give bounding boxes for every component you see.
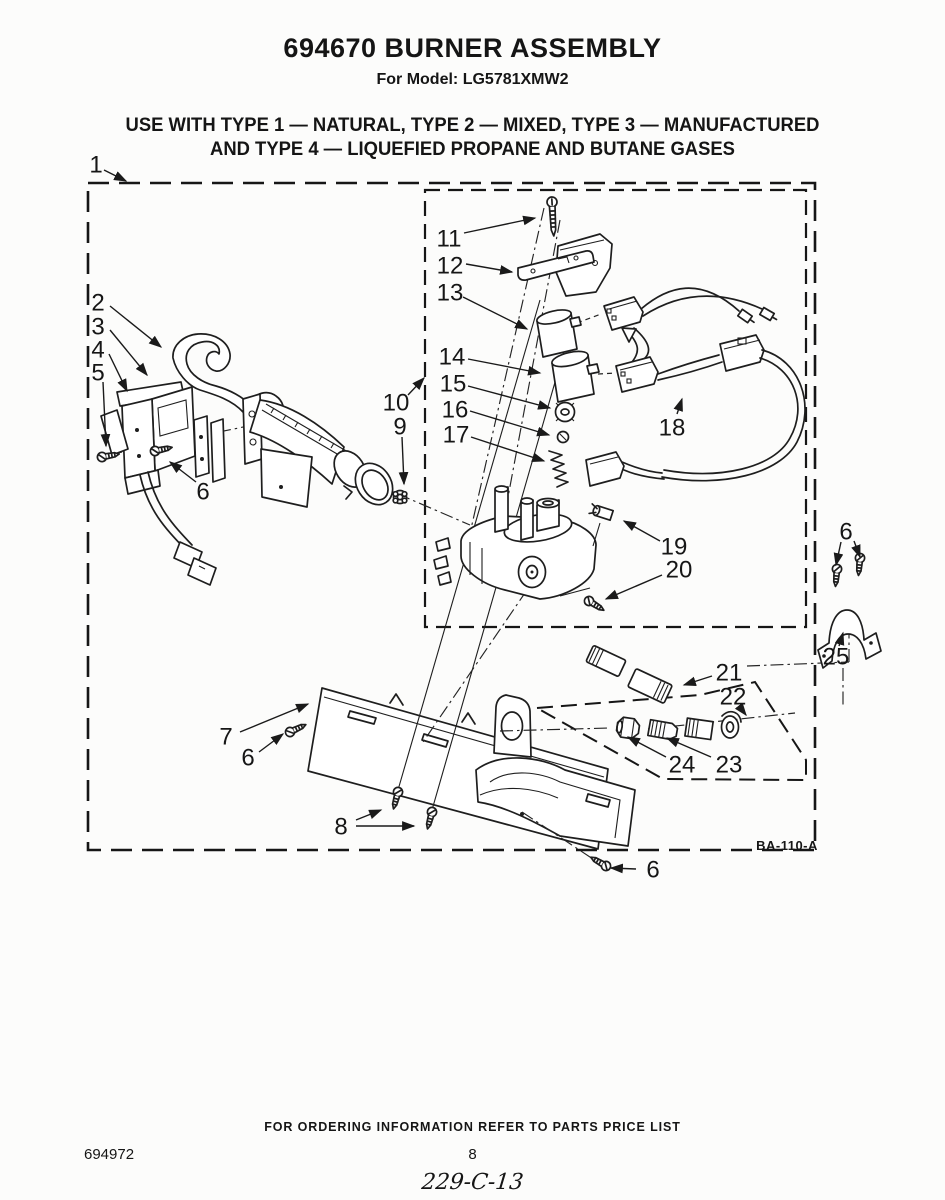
callout-9: 9 xyxy=(393,413,407,441)
callout-10: 10 xyxy=(382,389,410,417)
callout-6d: 6 xyxy=(646,856,660,884)
orifice-spud-23 xyxy=(648,720,678,741)
callout-17-leader xyxy=(471,437,544,461)
burner-pan-drawing xyxy=(308,688,635,849)
callout-19: 19 xyxy=(660,533,688,561)
gas-valve-drawing xyxy=(434,486,613,614)
callout-12-leader xyxy=(466,264,512,272)
model-subtitle: For Model: LG5781XMW2 xyxy=(376,71,569,88)
page-number: 8 xyxy=(468,1146,477,1163)
callout-3: 3 xyxy=(91,313,105,341)
callout-6b-leader xyxy=(259,734,283,752)
callout-1: 1 xyxy=(89,151,103,179)
screw-8b xyxy=(423,806,438,830)
callout-24-leader xyxy=(628,737,666,757)
callout-18: 18 xyxy=(658,414,686,442)
handwritten-code: 229-C-13 xyxy=(420,1170,525,1195)
callout-13: 13 xyxy=(436,279,464,307)
callout-19-leader xyxy=(624,521,660,541)
callout-2-leader xyxy=(110,306,161,347)
callout-4: 4 xyxy=(91,336,105,364)
callout-12: 12 xyxy=(436,252,464,280)
callout-11: 11 xyxy=(436,225,462,253)
callout-6c: 6 xyxy=(839,518,853,546)
callout-15: 15 xyxy=(439,370,467,398)
callout-21: 21 xyxy=(715,659,743,687)
callout-13-leader xyxy=(463,297,527,329)
orifice-nut-24 xyxy=(616,717,641,740)
callout-14-leader xyxy=(468,359,540,373)
callout-10-leader xyxy=(408,378,424,395)
gas-type-note-line1: USE WITH TYPE 1 — NATURAL, TYPE 2 — MIXED, TYPE 3 — MANUFACTURED xyxy=(125,115,820,136)
callout-21-leader xyxy=(684,676,712,685)
wiring-harness-drawing xyxy=(586,288,805,486)
callout-14: 14 xyxy=(438,343,466,371)
callout-1-leader xyxy=(104,170,126,181)
screw-6-clamp-a xyxy=(831,564,842,587)
document-number: 694972 xyxy=(84,1146,135,1163)
ordering-note: FOR ORDERING INFORMATION REFER TO PARTS PRICE LIST xyxy=(264,1120,681,1134)
callout-16: 16 xyxy=(441,396,469,424)
callout-16-leader xyxy=(470,411,549,435)
callout-6b: 6 xyxy=(241,744,255,772)
callout-15-leader xyxy=(468,386,550,408)
callout-5: 5 xyxy=(91,359,105,387)
callout-25: 25 xyxy=(822,643,850,671)
callout-18-leader xyxy=(677,399,682,414)
drawing-code: BA-110-A xyxy=(756,838,818,853)
screw-6-pan xyxy=(284,720,308,738)
callout-8-leader xyxy=(356,810,381,820)
callout-6a-leader xyxy=(170,462,196,482)
gas-type-note-line2: AND TYPE 4 — LIQUEFIED PROPANE AND BUTANE GASES xyxy=(210,139,735,160)
screw-11 xyxy=(547,197,559,236)
callout-8: 8 xyxy=(334,813,348,841)
callout-23: 23 xyxy=(715,751,743,779)
callout-4-leader xyxy=(109,354,127,391)
callout-6d-leader xyxy=(611,868,636,869)
callout-11-leader xyxy=(464,218,535,233)
igniter-stack-drawing xyxy=(518,197,612,487)
screw-20 xyxy=(583,595,607,615)
callout-20-leader xyxy=(606,575,662,599)
callout-7: 7 xyxy=(219,723,233,751)
callout-17: 17 xyxy=(442,421,470,449)
callout-22: 22 xyxy=(719,683,747,711)
screw-6-bottom xyxy=(589,853,613,872)
callout-6a: 6 xyxy=(196,478,210,506)
callout-9-leader xyxy=(402,437,404,484)
page-title: 694670 BURNER ASSEMBLY xyxy=(283,33,662,63)
callout-20: 20 xyxy=(665,556,693,584)
callout-2: 2 xyxy=(91,289,105,317)
callout-24: 24 xyxy=(668,751,696,779)
